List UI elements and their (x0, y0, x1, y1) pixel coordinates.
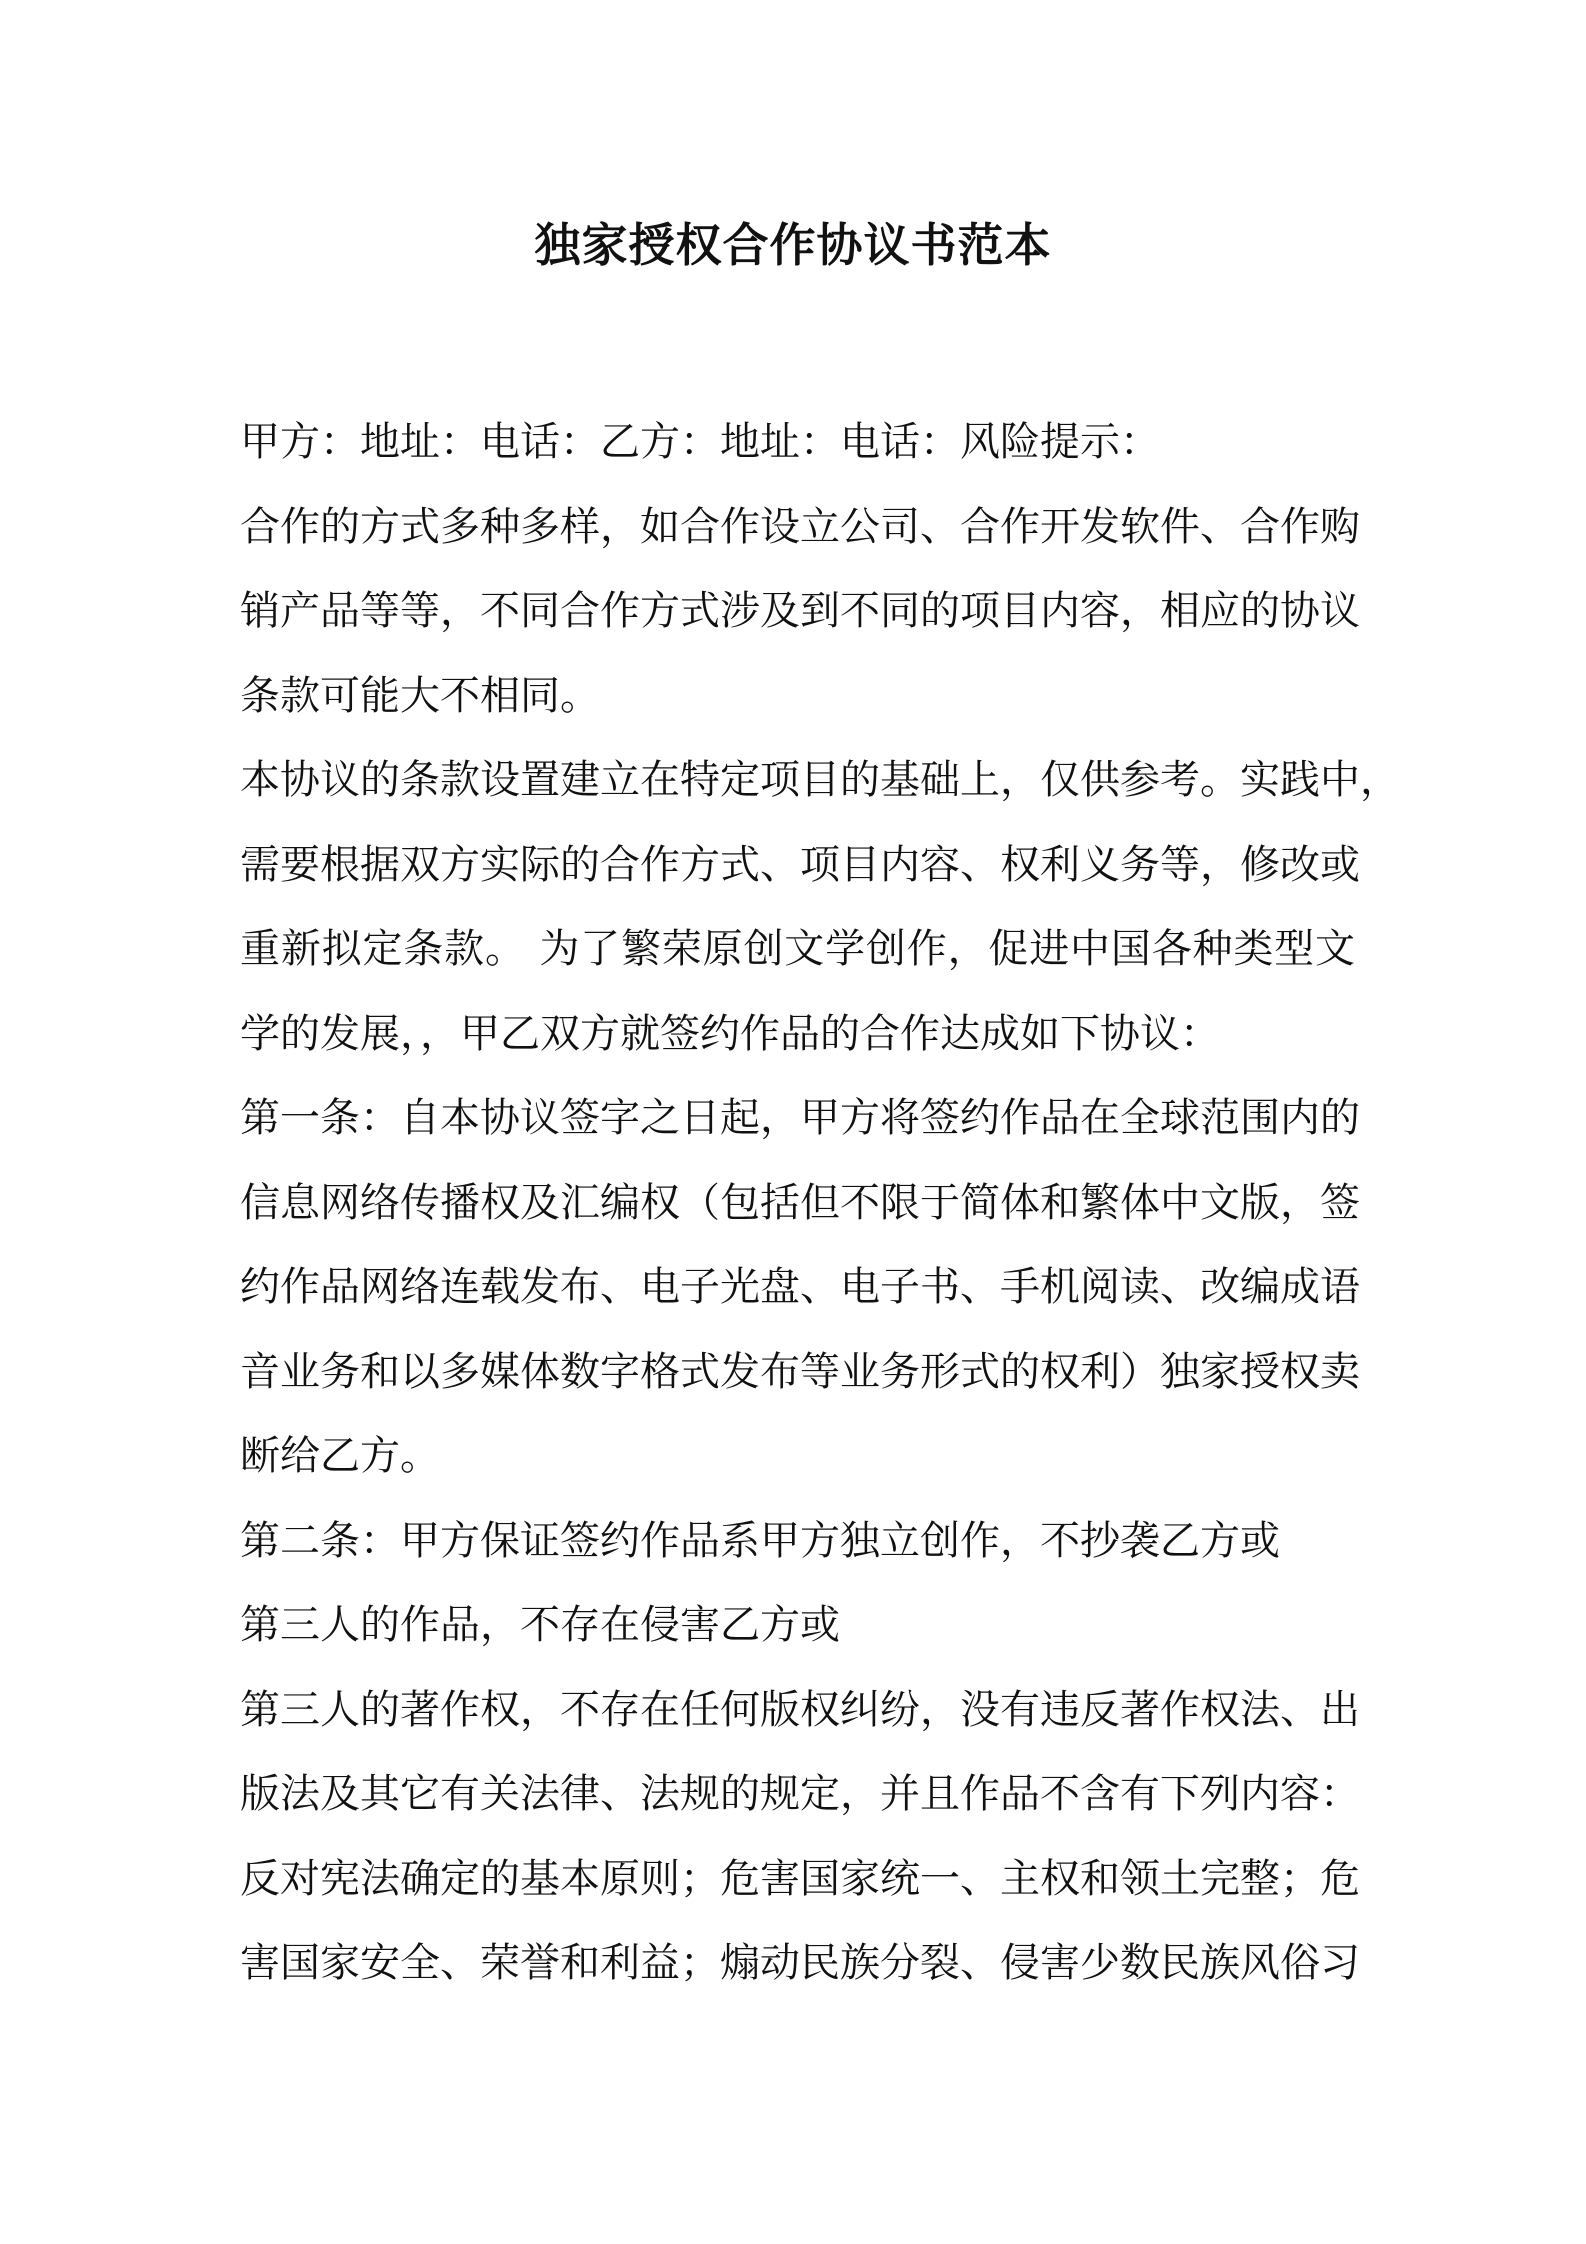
article-2-line: 害国家安全、荣誉和利益；煽动民族分裂、侵害少数民族风俗习 (240, 1940, 1360, 1986)
article-1-line: 断给乙方。 (240, 1433, 440, 1479)
article-2-line: 反对宪法确定的基本原则；危害国家统一、主权和领土完整；危 (240, 1855, 1360, 1902)
article-2-line: 第二条：甲方保证签约作品系甲方独立创作，不抄袭乙方或 (240, 1517, 1280, 1564)
document-title: 独家授权合作协议书范本 (534, 218, 1052, 272)
article-2-line: 第三人的作品，不存在侵害乙方或 (240, 1602, 840, 1648)
body-line: 需要根据双方实际的合作方式、项目内容、权利义务等，修改或 (240, 841, 1360, 888)
article-1-line: 信息网络传播权及汇编权（包括但不限于简体和繁体中文版，签 (240, 1179, 1360, 1226)
document-body (240, 400, 1400, 2006)
body-line: 学的发展，，甲乙双方就签约作品的合作达成如下协议： (240, 1010, 1220, 1057)
article-2-line: 版法及其它有关法律、法规的规定，并且作品不含有下列内容： (240, 1771, 1360, 1817)
body-line-parties: 甲方：地址：电话：乙方：地址：电话：风险提示： (240, 419, 1160, 465)
body-line: 销产品等等，不同合作方式涉及到不同的项目内容，相应的协议 (240, 588, 1360, 634)
body-line: 本协议的条款设置建立在特定项目的基础上，仅供参考。实践中， (240, 757, 1400, 803)
body-line: 合作的方式多种多样，如合作设立公司、合作开发软件、合作购 (240, 503, 1360, 550)
body-line: 重新拟定条款。 为了繁荣原创文学创作，促进中国各种类型文 (240, 926, 1355, 972)
article-1-line: 音业务和以多媒体数字格式发布等业务形式的权利）独家授权卖 (240, 1348, 1360, 1395)
article-1-line: 约作品网络连载发布、电子光盘、电子书、手机阅读、改编成语 (240, 1264, 1360, 1310)
article-2-line: 第三人的著作权，不存在任何版权纠纷，没有违反著作权法、出 (240, 1686, 1360, 1733)
body-line: 条款可能大不相同。 (240, 672, 600, 719)
article-1-line: 第一条：自本协议签字之日起，甲方将签约作品在全球范围内的 (240, 1095, 1360, 1141)
